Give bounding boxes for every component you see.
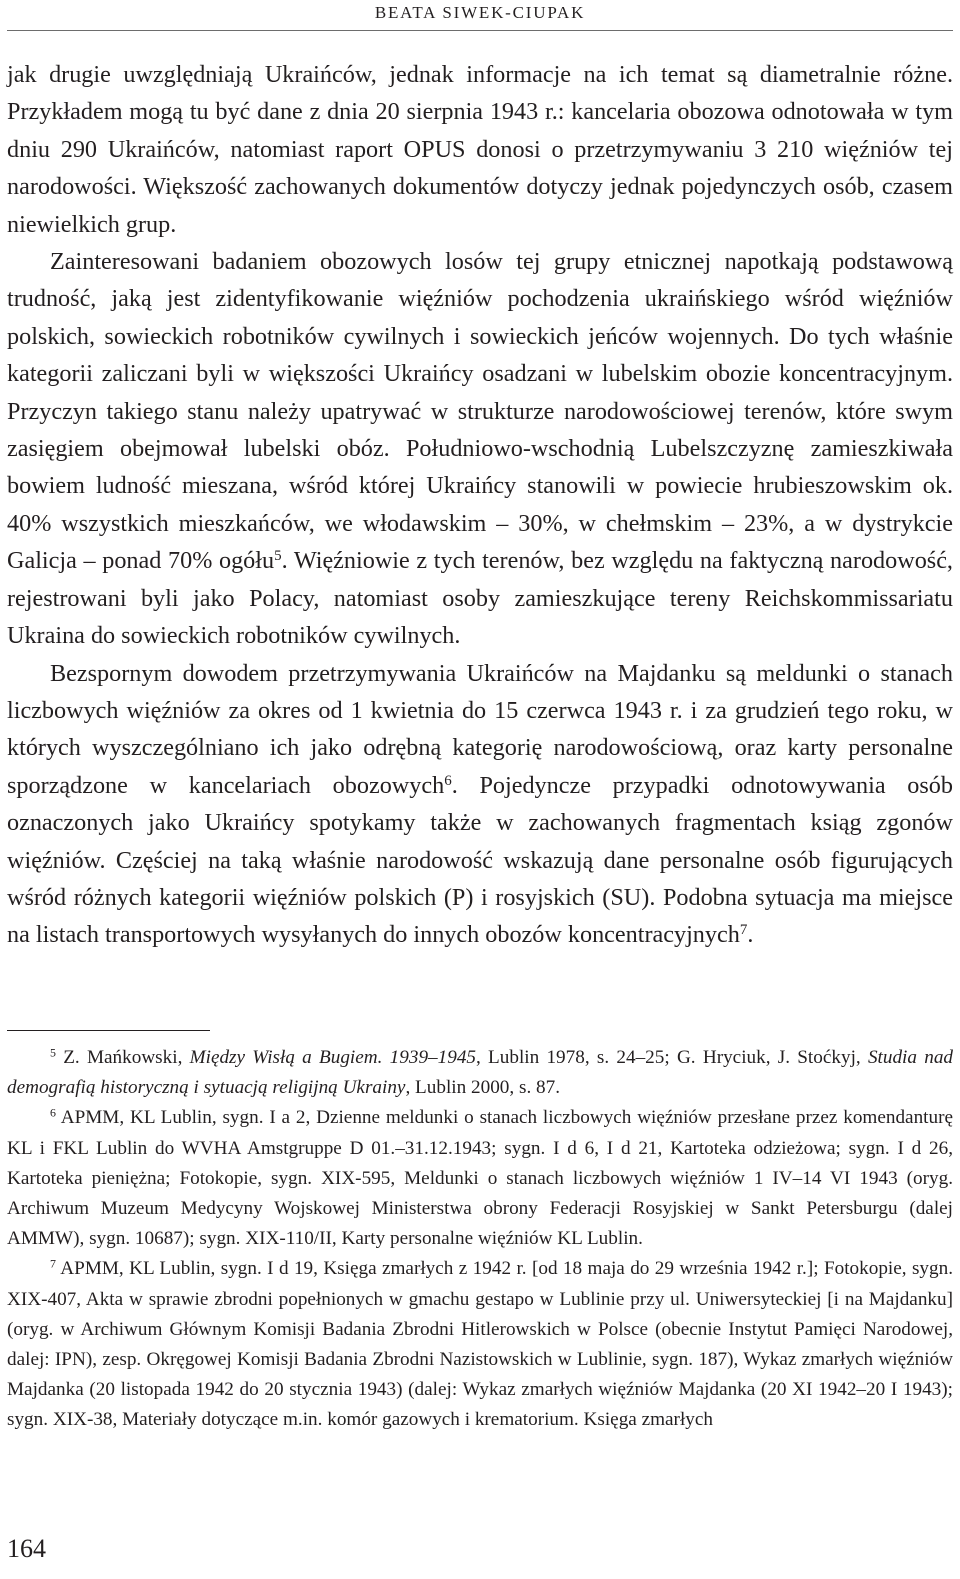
footnote-ref-6[interactable]: 6 bbox=[444, 772, 452, 789]
footnote-5-title-1: Między Wisłą a Bugiem. 1939–1945 bbox=[189, 1047, 477, 1068]
footnote-7-number: 7 bbox=[50, 1256, 56, 1271]
footnote-5 bbox=[7, 1043, 953, 1103]
footnote-5-number: 5 bbox=[50, 1045, 56, 1060]
paragraph-3-text-c: . bbox=[747, 921, 754, 949]
paragraph-2 bbox=[7, 243, 953, 654]
footnote-5-text-c: , Lublin 2000, s. 87. bbox=[405, 1077, 561, 1099]
footnote-6-number: 6 bbox=[50, 1105, 56, 1120]
footnote-ref-7[interactable]: 7 bbox=[739, 922, 748, 939]
paragraph-2-text-b: . Więźniowie z tych terenów, bez względu na faktyczną narodowość, rejestrowani byli jako Polacy, natomiast osoby zamieszkujące tereny Reichskommissariatu Ukraina do sowieckich robotników cywilnych. bbox=[7, 547, 953, 650]
footnote-separator bbox=[7, 1030, 210, 1031]
footnote-7 bbox=[7, 1254, 953, 1435]
paragraph-1: jak drugie uwzględniają Ukraińców, jednak informacje na ich temat są diametralnie różne. Przykładem mogą tu być dane z dnia 20 sierpnia 1943 r.: kancelaria obozowa odnotowała w tym dniu 290 Ukraińców, natomiast raport OPUS donosi o przetrzymywaniu 3 210 więźniów tej narodowości. Większość zachowanych dokumentów dotyczy jednak pojedynczych osób, czasem niewielkich grup. bbox=[7, 61, 953, 238]
footnotes bbox=[7, 1043, 953, 1436]
header-rule bbox=[7, 30, 953, 31]
paragraph-3-text-a: Bezspornym dowodem przetrzymywania Ukraińców na Majdanku są meldunki o stanach liczbowych więźniów za okres od 1 kwietnia do 15 czerwca 1943 r. i za grudzień tego roku, w których wyszczególniano ich jako odrębną kategorię narodowościową, oraz karty personalne sporządzone w kancelariach obozowych bbox=[7, 659, 953, 799]
paragraph-3-text-b: . Pojedyncze przypadki odnotowywania osób oznaczonych jako Ukraińcy spotykamy także w zachowanych fragmentach ksiąg zgonów więźniów. Częściej na taką właśnie narodowość wskazują dane personalne osób figurujących wśród różnych kategorii więźniów polskich (P) i rosyjskich (SU). Podobna sytuacja ma miejsce na listach transportowych wysyłanych do innych obozów koncentracyjnych bbox=[7, 771, 953, 949]
footnote-6 bbox=[7, 1103, 953, 1254]
running-header: BEATA SIWEK-CIUPAK bbox=[374, 3, 586, 22]
footnote-5-text-b: , Lublin 1978, s. 24–25; G. Hryciuk, J. Stoćkyj, bbox=[476, 1047, 868, 1068]
footnote-5-title-2: Studia nad demografią historyczną i sytuacją religijną Ukrainy bbox=[7, 1047, 954, 1099]
footnote-6-text: APMM, KL Lublin, sygn. I a 2, Dzienne meldunki o stanach liczbowych więźniów przesłane przez komendanturę KL i FKL Lublin do WVHA Amstgruppe D 01.–31.12.1943; sygn. I d 6, I d 21, Kartoteka odzieżowa; sygn. I d 26, Kartoteka pieniężna; Fotokopie, sygn. XIX-595, Meldunki o stanach liczbowych więźniów 1 IV–14 VI 1943 (oryg. Archiwum Muzeum Medycyny Wojskowej Ministerstwa obrony Federacji Rosyjskiej w Sankt Petersburgu (dalej AMMW), sygn. 10687); sygn. XIX-110/II, Karty personalne więźniów KL Lublin. bbox=[7, 1107, 953, 1250]
paragraph-2-text-a: Zainteresowani badaniem obozowych losów tej grupy etnicznej napotkają podstawową trudność, jaką jest zidentyfikowanie więźniów pochodzenia ukraińskiego wśród więźniów polskich, sowieckich robotników cywilnych i sowieckich jeńców wojennych. Do tych właśnie kategorii zaliczani byli w większości Ukraińcy osadzani w lubelskim obozie koncentracyjnym. Przyczyn takiego stanu należy upatrywać w strukturze narodowościowej terenów, które swym zasięgiem obejmował lubelski obóz. Południowo-wschodnią Lubelszczyznę zamieszkiwała bowiem ludność mieszana, wśród której Ukraińcy stanowili w powiecie hrubieszowskim ok. 40% wszystkich mieszkańców, we włodawskim – 30%, w chełmskim – 23%, a w dystrykcie Galicja – ponad 70% ogółu bbox=[7, 248, 953, 575]
footnote-7-text: APMM, KL Lublin, sygn. I d 19, Księga zmarłych z 1942 r. [od 18 maja do 29 września 1942 r.]; Fotokopie, sygn. XIX-407, Akta w sprawie zbrodni popełnionych w gmachu gestapo w Lublinie przy ul. Uniwersyteckiej [i na Majdanku] (oryg. w Archiwum Głównym Komisji Badania Zbrodni Hitlerowskich w Polsce (obecnie Instytut Pamięci Narodowej, dalej: IPN), zesp. Okręgowej Komisji Badania Zbrodni Nazistowskich w Lublinie, sygn. 187), Wykaz zmarłych więźniów Majdanka (20 listopada 1942 do 20 stycznia 1943) (dalej: Wykaz zmarłych więźniów Majdanka (20 XI 1942–20 I 1943); sygn. XIX-38, Materiały dotyczące m.in. komór gazowych i krematorium. Księga zmarłych bbox=[7, 1258, 953, 1431]
paragraph-3 bbox=[7, 655, 953, 954]
footnote-5-text-a: Z. Mańkowski, bbox=[55, 1047, 190, 1068]
page-number: 164 bbox=[7, 1534, 46, 1563]
footnote-ref-5[interactable]: 5 bbox=[274, 548, 282, 565]
main-text bbox=[7, 56, 953, 954]
